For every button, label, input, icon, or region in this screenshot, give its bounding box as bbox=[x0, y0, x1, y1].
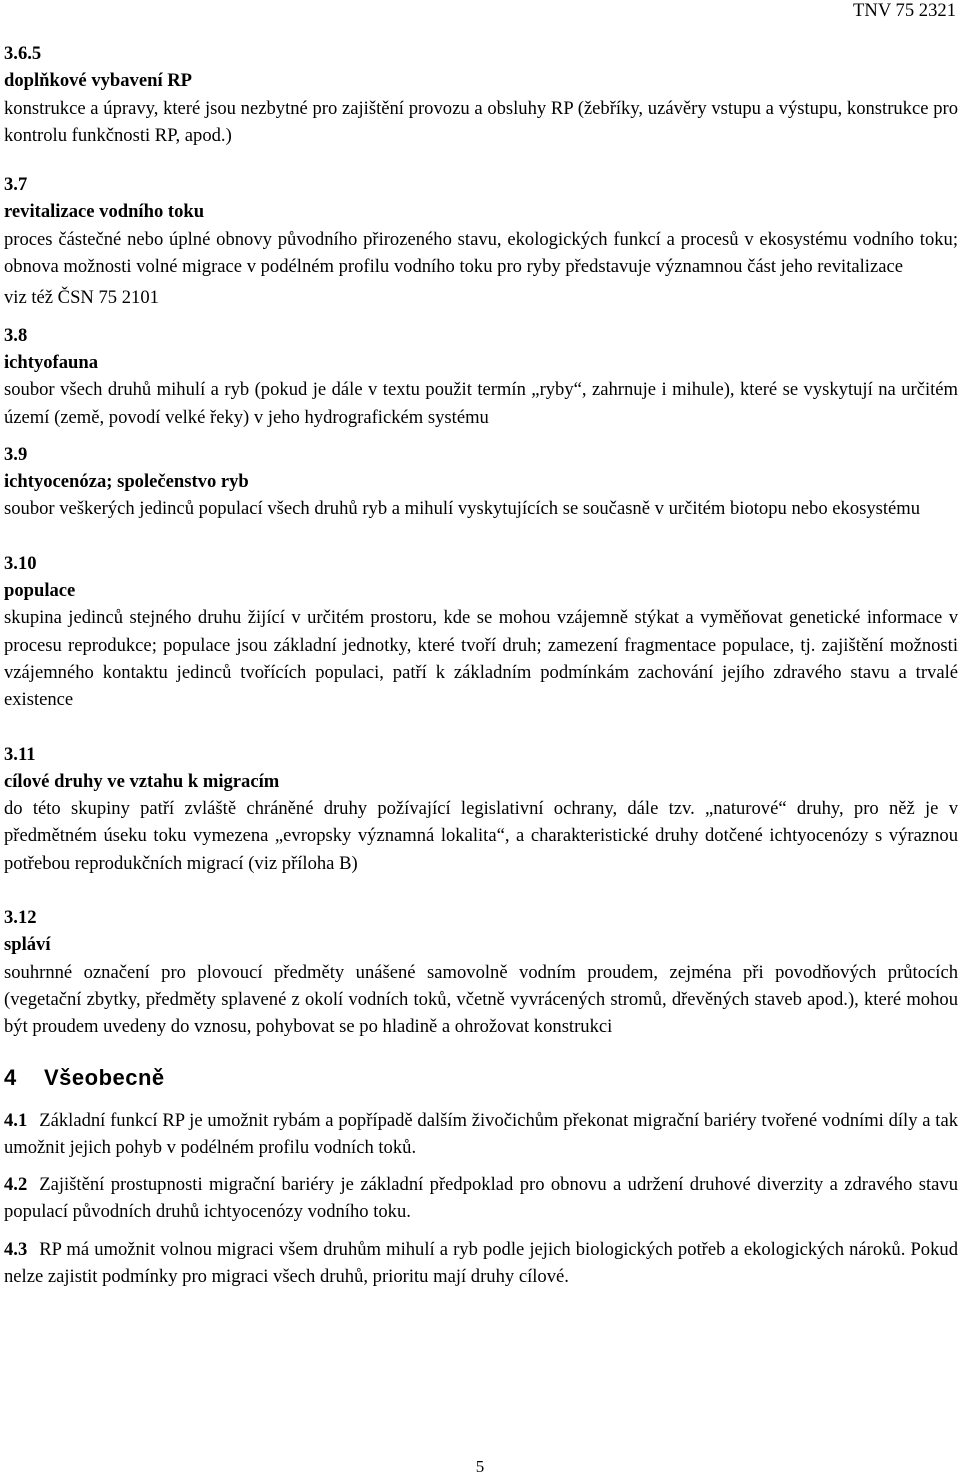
term-name: doplňkové vybavení RP bbox=[4, 70, 193, 92]
term-name: spláví bbox=[4, 934, 51, 956]
term-entry bbox=[4, 441, 958, 523]
clause-text: RP má umožnit volnou migraci všem druhům mihulí a ryb podle jejich biologických potřeb a ekologických nároků. Pokud nelze zajistit podmínky pro migraci všech druhů, prioritu mají druhy cílové. bbox=[4, 1238, 958, 1287]
term-definition: soubor veškerých jedinců populací všech druhů ryb a mihulí vyskytujících se současně v určitém biotopu nebo ekosystému bbox=[4, 498, 921, 520]
term-name: ichtyocenóza; společenstvo ryb bbox=[4, 471, 249, 493]
clause-number: 4.2 bbox=[4, 1174, 28, 1196]
term-definition: do této skupiny patří zvláště chráněné druhy požívající legislativní ochrany, dále tzv. „naturové“ druhy, pro něž je v předmětném úseku toku vymezena „evropsky významná lokalita“, a charakteristické druhy dotčené ichtyocenózy s výraznou potřebou reprodukčních migrací (viz příloha B) bbox=[4, 798, 958, 874]
term-definition: proces částečné nebo úplné obnovy původního přirozeného stavu, ekologických funkcí a procesů v ekosystému vodního toku; obnova možnosti volné migrace v podélném profilu vodního toku pro ryby představuje významnou část jeho revitalizace bbox=[4, 228, 958, 278]
term-number: 3.10 bbox=[4, 552, 37, 574]
term-number: 3.11 bbox=[4, 743, 36, 765]
term-number: 3.9 bbox=[4, 443, 28, 465]
term-entry bbox=[4, 904, 958, 1040]
term-number: 3.8 bbox=[4, 324, 28, 346]
clause-number: 4.1 bbox=[4, 1109, 28, 1131]
term-entry bbox=[4, 171, 958, 311]
term-entry bbox=[4, 741, 958, 877]
term-number: 3.6.5 bbox=[4, 43, 42, 64]
term-entry bbox=[4, 322, 958, 431]
term-note: viz též ČSN 75 2101 bbox=[4, 287, 159, 309]
term-definition: konstrukce a úpravy, které jsou nezbytné pro zajištění provozu a obsluhy RP (žebříky, uzávěry vstupu a výstupu, konstrukce pro kontrolu funkčnosti RP, apod.) bbox=[4, 97, 958, 146]
term-name: populace bbox=[4, 580, 76, 602]
section-title: Všeobecně bbox=[44, 1064, 165, 1090]
section-number: 4 bbox=[4, 1064, 17, 1090]
clause bbox=[4, 1171, 958, 1226]
term-definition: soubor všech druhů mihulí a ryb (pokud je dále v textu použit termín „ryby“, zahrnuje i mihule), které se vyskytují na určitém území (země, povodí velké řeky) v jeho hydrografickém systému bbox=[4, 379, 958, 428]
clause-number: 4.3 bbox=[4, 1238, 28, 1260]
clause-text: Základní funkcí RP je umožnit rybám a popřípadě dalším živočichům překonat migrační bariéry tvořené vodními díly a tak umožnit jejich pohyb v podélném profilu vodních toků. bbox=[4, 1109, 958, 1158]
term-entry bbox=[4, 40, 958, 149]
term-name: ichtyofauna bbox=[4, 351, 99, 373]
document-body bbox=[4, 40, 958, 1290]
page-number: 5 bbox=[475, 1457, 485, 1476]
clause-text: Zajištění prostupnosti migrační bariéry je základní předpoklad pro obnovu a udržení druhové diverzity a zdravého stavu populací původních druhů ichtyocenózy vodního toku. bbox=[4, 1174, 958, 1223]
term-number: 3.12 bbox=[4, 907, 37, 929]
term-definition: skupina jedinců stejného druhu žijící v určitém prostoru, kde se mohou vzájemně stýkat a vyměňovat genetické informace v procesu reprodukce; populace jsou základní jednotky, které tvoří druh; zamezení fragmentace populace, tj. zajištění možnosti vzájemného kontaktu jedinců tvořících populaci, patří k základním podmínkám zachování jejího zdravého stavu a trvalé existence bbox=[4, 607, 958, 711]
term-name: revitalizace vodního toku bbox=[4, 201, 205, 223]
term-definition: souhrnné označení pro plovoucí předměty unášené samovolně vodním proudem, zejména při povodňových průtocích (vegetační zbytky, předměty splavené z okolí vodních toků, včetně vyvrácených stromů, dřevěných staveb apod.), které mohou být proudem uvedeny do vznosu, pohybovat se po hladině a ohrožovat konstrukci bbox=[4, 961, 958, 1038]
clause bbox=[4, 1236, 958, 1291]
term-name: cílové druhy ve vztahu k migracím bbox=[4, 770, 280, 792]
clause bbox=[4, 1107, 958, 1162]
term-entry bbox=[4, 550, 958, 714]
term-number: 3.7 bbox=[4, 174, 28, 196]
document-id: TNV 75 2321 bbox=[853, 0, 956, 21]
section-heading bbox=[4, 1063, 958, 1093]
